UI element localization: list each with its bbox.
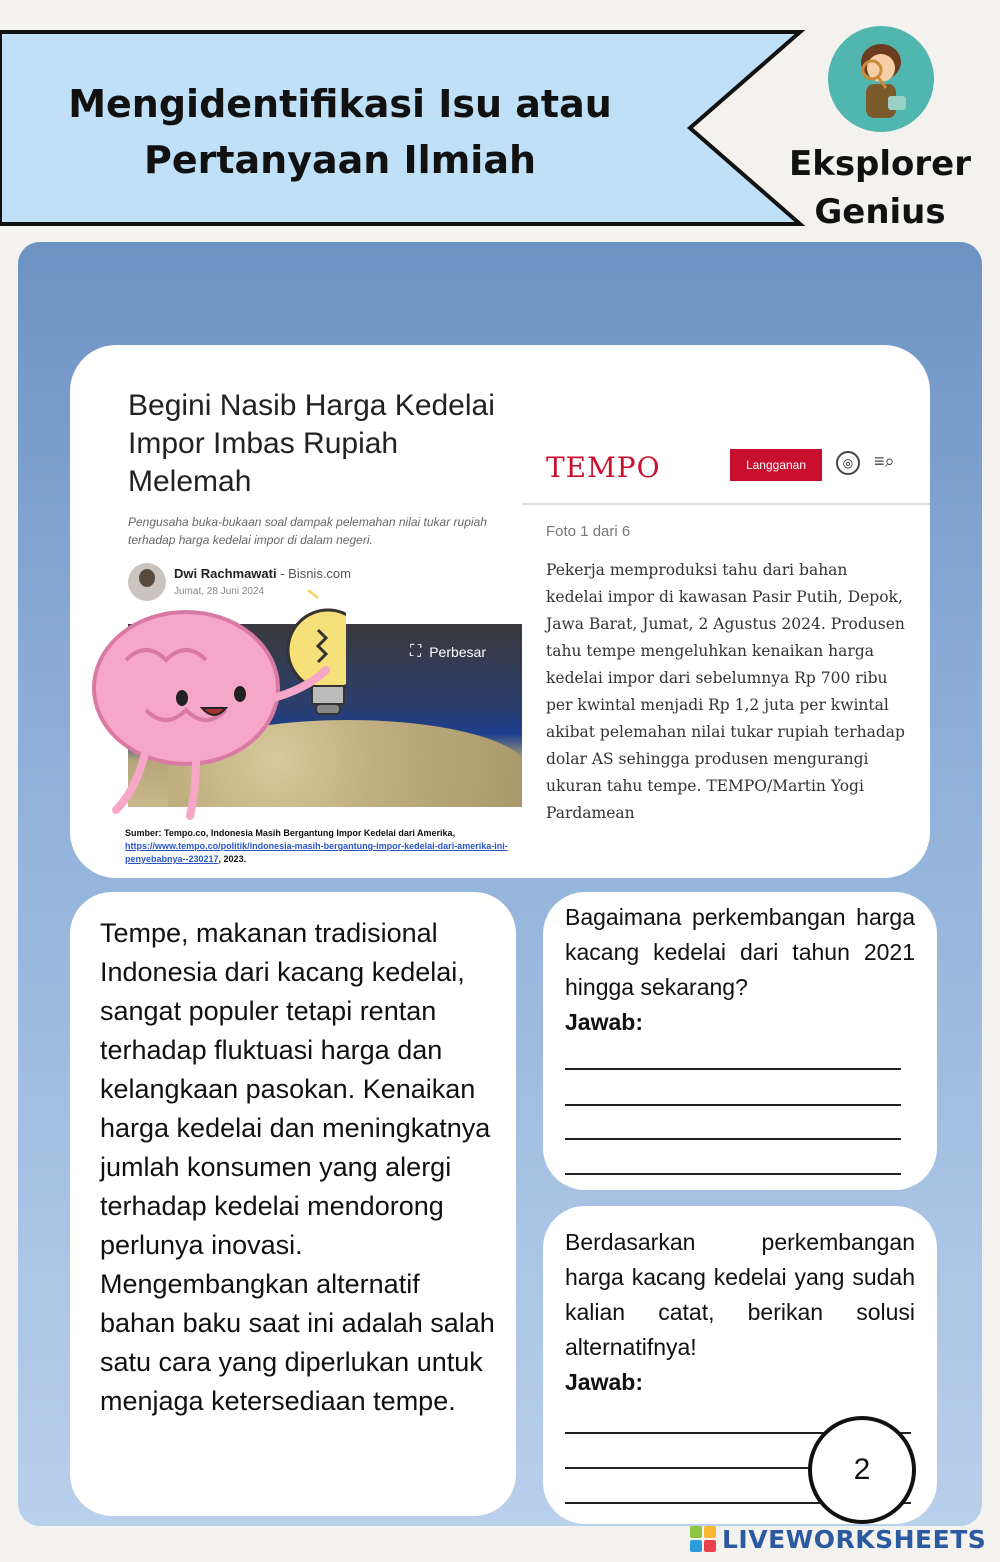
answer-line[interactable] [565,1138,901,1140]
brand-line-2: Genius [814,192,946,232]
page-number: 2 [808,1416,916,1524]
expand-icon: ⛶ [410,643,422,660]
article-date: Jumat, 28 Juni 2024 [174,586,265,597]
brand-name [780,140,980,236]
brain-mascot-icon [86,590,346,820]
author-name-text: Dwi Rachmawati [174,566,277,581]
subscribe-button[interactable]: Langganan [730,449,822,481]
question-card-1 [543,892,937,1190]
source-citation [125,827,525,866]
liveworksheets-text: LIVEWORKSHEETS [722,1524,987,1554]
answer-line[interactable] [565,1173,901,1175]
title-line-2: Pertanyaan Ilmiah [143,138,537,182]
tempo-header [522,441,930,505]
user-icon[interactable]: ◎ [836,451,860,475]
answer-line[interactable] [565,1068,901,1070]
page-title [40,76,640,188]
news-headline: Begini Nasib Harga Kedelai Impor Imbas Rupiah Melemah [128,389,495,498]
source-year: , 2023. [218,854,247,864]
question-2-text [565,1225,915,1400]
author-source: - Bisnis.com [276,566,351,581]
question-2-prompt: Berdasarkan perkembangan harga kacang kedelai yang sudah kalian catat, berikan solusi alternatifnya! [565,1229,915,1360]
explorer-mascot-icon [828,26,934,132]
story-text: Tempe, makanan tradisional Indonesia dari kacang kedelai, sangat populer tetapi rentan terhadap fluktuasi harga dan kelangkaan pasokan. Kenaikan harga kedelai dan meningkatnya jumlah konsumen yang alergi terhadap kedelai mendorong perlunya inovasi. Mengembangkan alternatif bahan baku saat ini adalah salah satu cara yang diperlukan untuk menjaga ketersediaan tempe. [100,918,495,1416]
photo-count: Foto 1 dari 6 [546,523,631,540]
answer-label-2: Jawab: [565,1369,643,1395]
story-card [70,892,516,1516]
question-1-text [565,900,915,1040]
liveworksheets-logo [690,1521,986,1557]
answer-line[interactable] [565,1104,901,1106]
news-clipping-card [70,345,930,878]
source-link[interactable]: https://www.tempo.co/politik/indonesia-masih-bergantung-impor-kedelai-dari-amerika-ini-penyebabnya--230217 [125,841,508,864]
answer-label-1: Jawab: [565,1009,643,1035]
enlarge-label: Perbesar [429,644,487,660]
title-line-1: Mengidentifikasi Isu atau [68,82,612,126]
news-subheadline: Pengusaha buka-bukaan soal dampak pelemahan nilai tukar rupiah terhadap harga kedelai impor di dalam negeri. [128,515,487,547]
question-1-prompt: Bagaimana perkembangan harga kacang kedelai dari tahun 2021 hingga sekarang? [565,904,915,1000]
menu-search-icon[interactable]: ≡⌕ [874,451,895,471]
tempo-logo: TEMPO [546,451,661,484]
enlarge-button[interactable] [410,643,486,661]
source-prefix: Sumber: Tempo.co, Indonesia Masih Bergantung Impor Kedelai dari Amerika, [125,828,456,838]
author-name [174,566,351,581]
photo-caption: Pekerja memproduksi tahu dari bahan kedelai impor di kawasan Pasir Putih, Depok, Jawa Barat, Jumat, 2 Agustus 2024. Produsen tahu tempe mengeluhkan kenaikan harga kedelai impor dari sebelumnya Rp 700 ribu per kwintal menjadi Rp 1,2 juta per kwintal akibat pelemahan nilai tukar rupiah terhadap dolar AS sehingga produsen mengurangi ukuran tahu tempe. TEMPO/Martin Yogi Pardamean [546,561,905,822]
brand-line-1: Eksplorer [788,144,972,184]
liveworksheets-mark-icon [690,1526,716,1552]
